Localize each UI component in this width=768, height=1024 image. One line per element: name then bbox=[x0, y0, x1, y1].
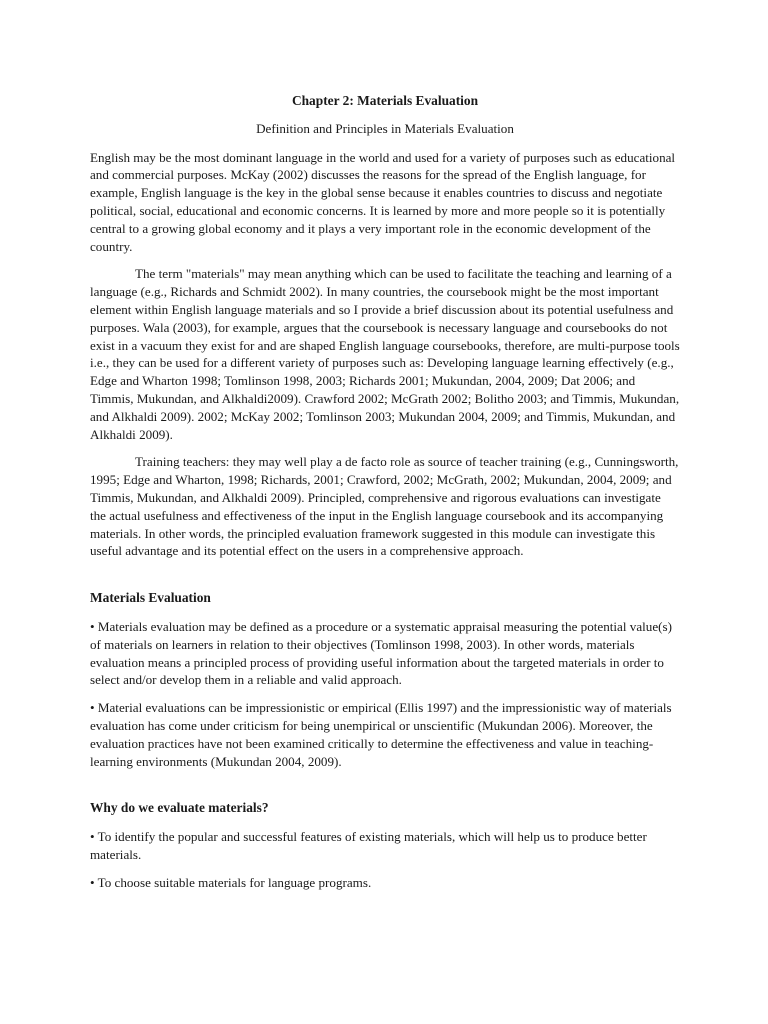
document-page bbox=[90, 92, 680, 901]
section-heading-why-evaluate: Why do we evaluate materials? bbox=[90, 800, 269, 816]
chapter-title: Chapter 2: Materials Evaluation bbox=[291, 93, 479, 108]
list-item: • Materials evaluation may be defined as a procedure or a systematic appraisal measuring the potential value(s) of materials on learners in relation to their objectives (Tomlinson 1998, 2003). In other words, materials evaluation means a principled process of providing useful information about the targeted materials in order to select and/or develop them in a reliable and valid approach. bbox=[90, 618, 672, 688]
list-item: • Material evaluations can be impressionistic or empirical (Ellis 1997) and the impressionistic way of materials evaluation has come under criticism for being unempirical or unscientific (Mukundan 2006). Moreover, the evaluation practices have not been examined critically to determine the effectiveness and value in teaching-learning environments (Mukundan 2004, 2009). bbox=[90, 700, 672, 769]
list-item: • To identify the popular and successful features of existing materials, which will help us to produce better materials. bbox=[90, 829, 647, 862]
section-heading-materials-evaluation: Materials Evaluation bbox=[90, 590, 211, 606]
list-item: • To choose suitable materials for language programs. bbox=[90, 874, 372, 890]
training-teachers-paragraph: Training teachers: they may well play a de facto role as source of teacher training (e.g., Cunningsworth, 1995; Edge and Wharton, 1998; Richards, 2001; Crawford, 2002; McGrath, 2002; Mukundan, 2004, 2009; and Timmis, Mukundan, and Alkhaldi 2009). Principled, comprehensive and rigorous evaluations can investigate the actual usefulness and effectiveness of the input in the English language coursebook and its accompanying materials. In other words, the principled evaluation framework suggested in this module can investigate this useful advantage and its potential effect on the users in a comprehensive approach. bbox=[90, 454, 679, 559]
intro-paragraph: English may be the most dominant language in the world and used for a variety of purposes such as educational and commercial purposes. McKay (2002) discusses the reasons for the spread of the English language, for example, English language is the key in the global sense because it enables countries to discuss and negotiate political, social, educational and economic concerns. It is learned by more and more people so it is potentially central to a growing global economy and it plays a very important role in the economic development of the country. bbox=[90, 149, 676, 254]
materials-definition-paragraph: The term "materials" may mean anything which can be used to facilitate the teaching and learning of a language (e.g., Richards and Schmidt 2002). In many countries, the coursebook might be the most important element within English language materials and so I provide a brief discussion about its potential usefulness and purposes. Wala (2003), for example, argues that the coursebook is necessary language and coursebooks do not exist in a vacuum they exist for and are shaped English language coursebooks, therefore, are multi-purpose tools i.e., they can be used for a different variety of purposes such as: Developing language learning effectively (e.g., Edge and Wharton 1998; Tomlinson 1998, 2003; Richards 2001; Mukundan, 2004, 2009; Dat 2006; and Timmis, Mukundan, and Alkhaldi2009). Crawford 2002; McGrath 2002; Bolitho 2003; and Timmis, Mukundan, and Alkhaldi 2009). 2002; McKay 2002; Tomlinson 2003; Mukundan 2004, 2009; and Timmis, Mukundan, and Alkhaldi 2009). bbox=[90, 266, 680, 442]
chapter-subtitle: Definition and Principles in Materials Evaluation bbox=[256, 120, 514, 136]
